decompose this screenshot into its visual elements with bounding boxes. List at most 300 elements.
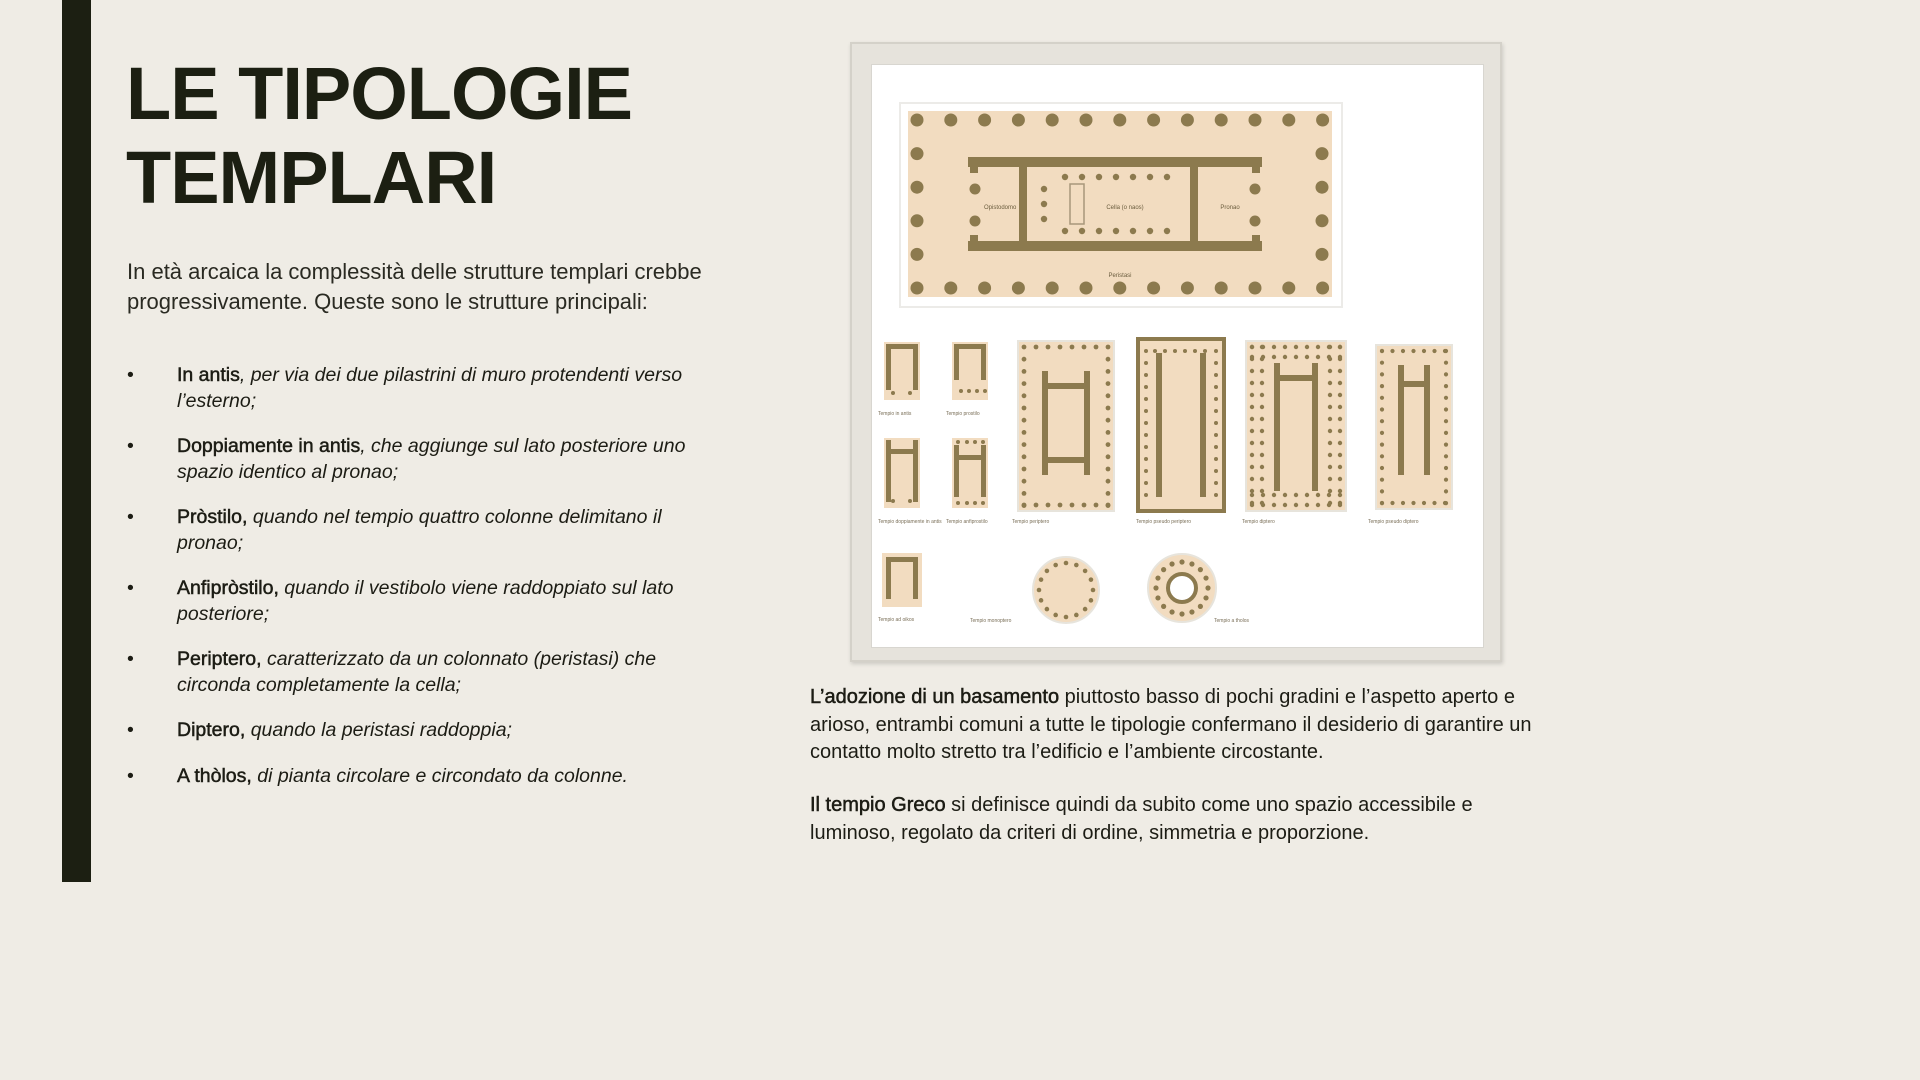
column-dot <box>1380 384 1384 388</box>
thumb-label-diptero: Tempio diptero <box>1242 519 1275 525</box>
column-dot <box>1022 406 1027 411</box>
column-dot <box>1260 417 1264 421</box>
column-dot <box>1062 174 1068 180</box>
column-dot <box>1113 228 1119 234</box>
column-dot <box>1173 349 1177 353</box>
column-dot <box>1205 585 1210 590</box>
column-dot <box>1327 493 1331 497</box>
column-dot <box>1039 598 1044 603</box>
column-dot <box>1094 345 1099 350</box>
column-dot <box>1305 503 1309 507</box>
column-dot <box>1082 345 1087 350</box>
column-dot <box>1260 393 1264 397</box>
column-dot <box>1272 503 1276 507</box>
temple-types-list <box>127 363 727 809</box>
column-dot <box>1422 501 1426 505</box>
column-dot <box>1338 405 1342 409</box>
column-dot <box>1079 174 1085 180</box>
column-dot <box>1214 397 1218 401</box>
column-dot <box>1444 419 1448 423</box>
column-dot <box>1444 478 1448 482</box>
column-dot <box>1113 114 1126 127</box>
column-dot <box>1316 503 1320 507</box>
column-dot <box>981 501 985 505</box>
column-dot <box>1155 595 1160 600</box>
label-peristasi: Peristasi <box>1108 273 1132 279</box>
column-dot <box>1106 454 1111 459</box>
column-dot <box>891 391 895 395</box>
item-term: Anfipròstilo, <box>177 577 279 599</box>
column-dot <box>1316 355 1320 359</box>
small-temple-plans <box>882 339 1452 623</box>
column-dot <box>1380 501 1384 505</box>
column-dot <box>1316 248 1329 261</box>
column-dot <box>1250 465 1254 469</box>
column-dot <box>1316 493 1320 497</box>
column-dot <box>1328 441 1332 445</box>
column-dot <box>1214 469 1218 473</box>
column-dot <box>1260 465 1264 469</box>
list-item <box>127 505 727 556</box>
column-dot <box>1163 349 1167 353</box>
column-dot <box>1260 441 1264 445</box>
column-dot <box>1250 477 1254 481</box>
label-opistodomo: Opistodomo <box>984 205 1017 211</box>
column-dot <box>1203 349 1207 353</box>
column-dot <box>1328 345 1332 349</box>
column-dot <box>1250 357 1254 361</box>
column-dot <box>1144 445 1148 449</box>
column-dot <box>1214 373 1218 377</box>
column-dot <box>1022 393 1027 398</box>
column-dot <box>1214 433 1218 437</box>
column-dot <box>1106 381 1111 386</box>
item-description: quando la peristasi raddoppia; <box>245 719 512 741</box>
column-dot <box>1022 430 1027 435</box>
column-dot <box>1401 501 1405 505</box>
column-dot <box>1250 417 1254 421</box>
column-dot <box>1144 397 1148 401</box>
column-dot <box>1250 369 1254 373</box>
column-dot <box>1328 465 1332 469</box>
column-dot <box>1380 349 1384 353</box>
column-dot <box>1444 349 1448 353</box>
column-dot <box>956 440 960 444</box>
column-dot <box>1444 443 1448 447</box>
bullet-marker: • <box>127 506 134 528</box>
column-dot <box>1198 604 1203 609</box>
column-dot <box>1169 609 1174 614</box>
column-dot <box>1022 369 1027 374</box>
column-dot <box>1106 491 1111 496</box>
column-dot <box>1161 604 1166 609</box>
column-dot <box>1260 405 1264 409</box>
column-dot <box>1272 493 1276 497</box>
column-dot <box>1338 381 1342 385</box>
column-dot <box>1070 345 1075 350</box>
column-dot <box>911 181 924 194</box>
column-dot <box>1338 501 1342 505</box>
column-dot <box>1106 369 1111 374</box>
list-item <box>127 576 727 627</box>
slide-title: LE TIPOLOGIE TEMPLARI <box>126 52 633 219</box>
item-description: , che aggiunge sul lato posteriore uno spazio identico al pronao; <box>177 435 686 483</box>
column-dot <box>1250 489 1254 493</box>
column-dot <box>1260 369 1264 373</box>
column-dot <box>978 114 991 127</box>
list-item <box>127 764 727 790</box>
column-dot <box>1250 216 1261 227</box>
column-dot <box>1058 345 1063 350</box>
column-dot <box>1338 493 1342 497</box>
column-dot <box>1022 479 1027 484</box>
column-dot <box>1260 345 1264 349</box>
column-dot <box>1411 349 1415 353</box>
column-dot <box>891 499 895 503</box>
column-dot <box>1432 501 1436 505</box>
column-dot <box>1022 442 1027 447</box>
column-dot <box>1012 114 1025 127</box>
column-dot <box>1203 575 1208 580</box>
thumb-label-tholos: Tempio a tholos <box>1214 618 1250 624</box>
list-item <box>127 647 727 698</box>
column-dot <box>1193 349 1197 353</box>
column-dot <box>1250 453 1254 457</box>
column-dot <box>1282 282 1295 295</box>
column-dot <box>1022 467 1027 472</box>
column-dot <box>1144 349 1148 353</box>
column-dot <box>1070 503 1075 508</box>
column-dot <box>1338 429 1342 433</box>
paragraph-term: L’adozione di un basamento <box>810 686 1060 708</box>
column-dot <box>1260 453 1264 457</box>
column-dot <box>1045 607 1050 612</box>
column-dot <box>1380 489 1384 493</box>
column-dot <box>1144 421 1148 425</box>
item-term: Diptero, <box>177 719 246 741</box>
column-dot <box>1260 357 1264 361</box>
column-dot <box>1249 282 1262 295</box>
label-cella: Cella (o naos) <box>1106 205 1144 211</box>
column-dot <box>1062 228 1068 234</box>
column-dot <box>911 147 924 160</box>
item-description: caratterizzato da un colonnato (peristasi) che circonda completamente la cella; <box>177 648 657 696</box>
column-dot <box>1328 489 1332 493</box>
column-dot <box>1294 493 1298 497</box>
column-dot <box>959 389 963 393</box>
column-dot <box>1064 561 1069 566</box>
column-dot <box>1328 357 1332 361</box>
column-dot <box>1022 454 1027 459</box>
column-dot <box>1058 503 1063 508</box>
thumb-label-in-antis: Tempio in antis <box>878 411 912 417</box>
column-dot <box>970 216 981 227</box>
framed-image <box>850 42 1502 662</box>
paragraph-tempio-greco <box>810 792 1550 847</box>
list-item <box>127 434 727 485</box>
column-dot <box>1041 216 1047 222</box>
column-dot <box>1034 503 1039 508</box>
column-dot <box>1045 569 1050 574</box>
column-dot <box>1250 501 1254 505</box>
column-dot <box>1155 575 1160 580</box>
column-dot <box>1083 607 1088 612</box>
temple-plans-image <box>871 64 1484 648</box>
bullet-marker: • <box>127 435 134 457</box>
column-dot <box>1147 282 1160 295</box>
column-dot <box>1316 282 1329 295</box>
column-dot <box>1328 501 1332 505</box>
column-dot <box>1164 228 1170 234</box>
column-dot <box>1444 384 1448 388</box>
column-dot <box>1250 405 1254 409</box>
column-dot <box>1328 405 1332 409</box>
column-dot <box>1444 466 1448 470</box>
column-dot <box>1380 431 1384 435</box>
thumb-label-periptero: Tempio periptero <box>1012 519 1050 525</box>
column-dot <box>1214 361 1218 365</box>
column-dot <box>1214 385 1218 389</box>
column-dot <box>1039 577 1044 582</box>
column-dot <box>1144 385 1148 389</box>
column-dot <box>1380 419 1384 423</box>
column-dot <box>1338 477 1342 481</box>
column-dot <box>1215 282 1228 295</box>
column-dot <box>1203 595 1208 600</box>
column-dot <box>1261 493 1265 497</box>
column-dot <box>1214 493 1218 497</box>
item-description: di pianta circolare e circondato da colonne. <box>251 764 628 787</box>
column-dot <box>1144 457 1148 461</box>
column-dot <box>1022 381 1027 386</box>
column-dot <box>1022 491 1027 496</box>
column-dot <box>1305 493 1309 497</box>
column-dot <box>1215 114 1228 127</box>
column-dot <box>1041 201 1047 207</box>
column-dot <box>1272 345 1276 349</box>
column-dot <box>1144 373 1148 377</box>
column-dot <box>1250 429 1254 433</box>
column-dot <box>965 440 969 444</box>
column-dot <box>1380 407 1384 411</box>
column-dot <box>1411 501 1415 505</box>
column-dot <box>1053 563 1058 568</box>
column-dot <box>1046 503 1051 508</box>
column-dot <box>1147 228 1153 234</box>
column-dot <box>1338 369 1342 373</box>
item-term: Doppiamente in antis <box>177 435 361 457</box>
column-dot <box>1113 282 1126 295</box>
column-dot <box>1328 477 1332 481</box>
temple-plans-diagram <box>872 65 1483 647</box>
column-dot <box>1380 396 1384 400</box>
item-term: Periptero, <box>177 648 262 670</box>
item-term: A thòlos, <box>177 764 252 787</box>
column-dot <box>1316 214 1329 227</box>
column-dot <box>1080 114 1093 127</box>
column-dot <box>1328 393 1332 397</box>
column-dot <box>1198 567 1203 572</box>
column-dot <box>1401 349 1405 353</box>
main-temple-plan <box>900 103 1342 307</box>
column-dot <box>1153 585 1158 590</box>
item-term: Pròstilo, <box>177 506 248 528</box>
column-dot <box>908 391 912 395</box>
column-dot <box>1144 469 1148 473</box>
column-dot <box>1380 454 1384 458</box>
column-dot <box>1214 349 1218 353</box>
column-dot <box>911 214 924 227</box>
bullet-marker: • <box>127 364 134 386</box>
column-dot <box>1305 345 1309 349</box>
column-dot <box>1338 489 1342 493</box>
intro-text: In età arcaica la complessità delle strutture templari crebbe progressivamente. Queste sono le strutture principali: <box>127 259 702 314</box>
column-dot <box>1046 345 1051 350</box>
column-dot <box>1432 349 1436 353</box>
column-dot <box>1250 184 1261 195</box>
column-dot <box>944 282 957 295</box>
column-dot <box>1034 345 1039 350</box>
paragraph-text: si definisce quindi da subito come uno spazio accessibile e luminoso, regolato da criteri di ordine, simmetria e proporzione. <box>810 794 1473 844</box>
column-dot <box>965 501 969 505</box>
thumb-label-doppiamente: Tempio doppiamente in antis <box>878 519 942 525</box>
column-dot <box>1106 393 1111 398</box>
column-dot <box>1153 349 1157 353</box>
column-dot <box>1144 493 1148 497</box>
column-dot <box>1214 445 1218 449</box>
column-dot <box>1283 503 1287 507</box>
label-pronao: Pronao <box>1220 205 1240 211</box>
column-dot <box>1316 147 1329 160</box>
column-dot <box>1022 418 1027 423</box>
column-dot <box>1144 433 1148 437</box>
column-dot <box>1338 417 1342 421</box>
column-dot <box>1214 457 1218 461</box>
column-dot <box>1181 114 1194 127</box>
column-dot <box>1328 369 1332 373</box>
column-dot <box>1316 181 1329 194</box>
thumb-label-anfiprostilo: Tempio anfiprostilo <box>946 519 988 525</box>
column-dot <box>978 282 991 295</box>
column-dot <box>981 440 985 444</box>
column-dot <box>1189 561 1194 566</box>
column-dot <box>1380 466 1384 470</box>
column-dot <box>1444 361 1448 365</box>
column-dot <box>1328 453 1332 457</box>
column-dot <box>1283 355 1287 359</box>
item-description: quando il vestibolo viene raddoppiato sul lato posteriore; <box>177 577 674 625</box>
bullet-marker: • <box>127 764 134 787</box>
column-dot <box>1283 345 1287 349</box>
column-dot <box>1250 345 1254 349</box>
column-dot <box>1106 430 1111 435</box>
column-dot <box>1189 609 1194 614</box>
column-dot <box>1083 569 1088 574</box>
column-dot <box>975 389 979 393</box>
column-dot <box>1147 114 1160 127</box>
column-dot <box>1338 465 1342 469</box>
thumb-label-monoptero: Tempio monoptero <box>970 618 1012 624</box>
column-dot <box>1079 228 1085 234</box>
column-dot <box>1169 561 1174 566</box>
column-dot <box>1046 282 1059 295</box>
column-dot <box>983 389 987 393</box>
column-dot <box>1250 493 1254 497</box>
column-dot <box>1106 467 1111 472</box>
column-dot <box>1338 357 1342 361</box>
column-dot <box>1260 381 1264 385</box>
column-dot <box>1444 454 1448 458</box>
column-dot <box>973 440 977 444</box>
column-dot <box>1282 114 1295 127</box>
column-dot <box>1294 503 1298 507</box>
paragraph-text: piuttosto basso di pochi gradini e l’aspetto aperto e arioso, entrambi comuni a tutte le tipologie confermano il desiderio di garantire un contatto molto stretto tra l’edificio e l’ambiente circostante. <box>810 686 1532 763</box>
column-dot <box>1147 174 1153 180</box>
thumb-label-pseudo-diptero: Tempio pseudo diptero <box>1368 519 1419 525</box>
column-dot <box>1144 409 1148 413</box>
column-dot <box>1089 598 1094 603</box>
column-dot <box>1096 174 1102 180</box>
column-dot <box>1316 114 1329 127</box>
column-dot <box>1082 503 1087 508</box>
column-dot <box>1094 503 1099 508</box>
column-dot <box>1183 349 1187 353</box>
column-dot <box>1444 396 1448 400</box>
column-dot <box>1179 611 1184 616</box>
column-dot <box>1260 429 1264 433</box>
column-dot <box>1181 282 1194 295</box>
column-dot <box>1250 381 1254 385</box>
column-dot <box>1380 372 1384 376</box>
column-dot <box>970 184 981 195</box>
column-dot <box>1294 345 1298 349</box>
column-dot <box>1260 501 1264 505</box>
column-dot <box>1249 114 1262 127</box>
column-dot <box>1305 355 1309 359</box>
column-dot <box>1022 345 1027 350</box>
column-dot <box>1022 503 1027 508</box>
column-dot <box>1130 228 1136 234</box>
item-description: , per via dei due pilastrini di muro protendenti verso l’esterno; <box>177 364 683 412</box>
column-dot <box>1328 429 1332 433</box>
column-dot <box>1106 345 1111 350</box>
paragraph-basamento <box>810 684 1550 767</box>
column-dot <box>973 501 977 505</box>
column-dot <box>1091 588 1096 593</box>
column-dot <box>1012 282 1025 295</box>
column-dot <box>1380 478 1384 482</box>
column-dot <box>1074 563 1079 568</box>
item-term: In antis <box>177 364 240 386</box>
column-dot <box>1041 186 1047 192</box>
column-dot <box>911 114 924 127</box>
column-dot <box>1444 431 1448 435</box>
column-dot <box>1080 282 1093 295</box>
column-dot <box>1390 501 1394 505</box>
column-dot <box>1444 407 1448 411</box>
column-dot <box>1106 357 1111 362</box>
column-dot <box>1444 501 1448 505</box>
column-dot <box>1106 418 1111 423</box>
column-dot <box>1338 345 1342 349</box>
column-dot <box>1380 361 1384 365</box>
column-dot <box>956 501 960 505</box>
column-dot <box>1272 355 1276 359</box>
column-dot <box>1250 441 1254 445</box>
column-dot <box>911 248 924 261</box>
column-dot <box>1390 349 1394 353</box>
column-dot <box>1096 228 1102 234</box>
